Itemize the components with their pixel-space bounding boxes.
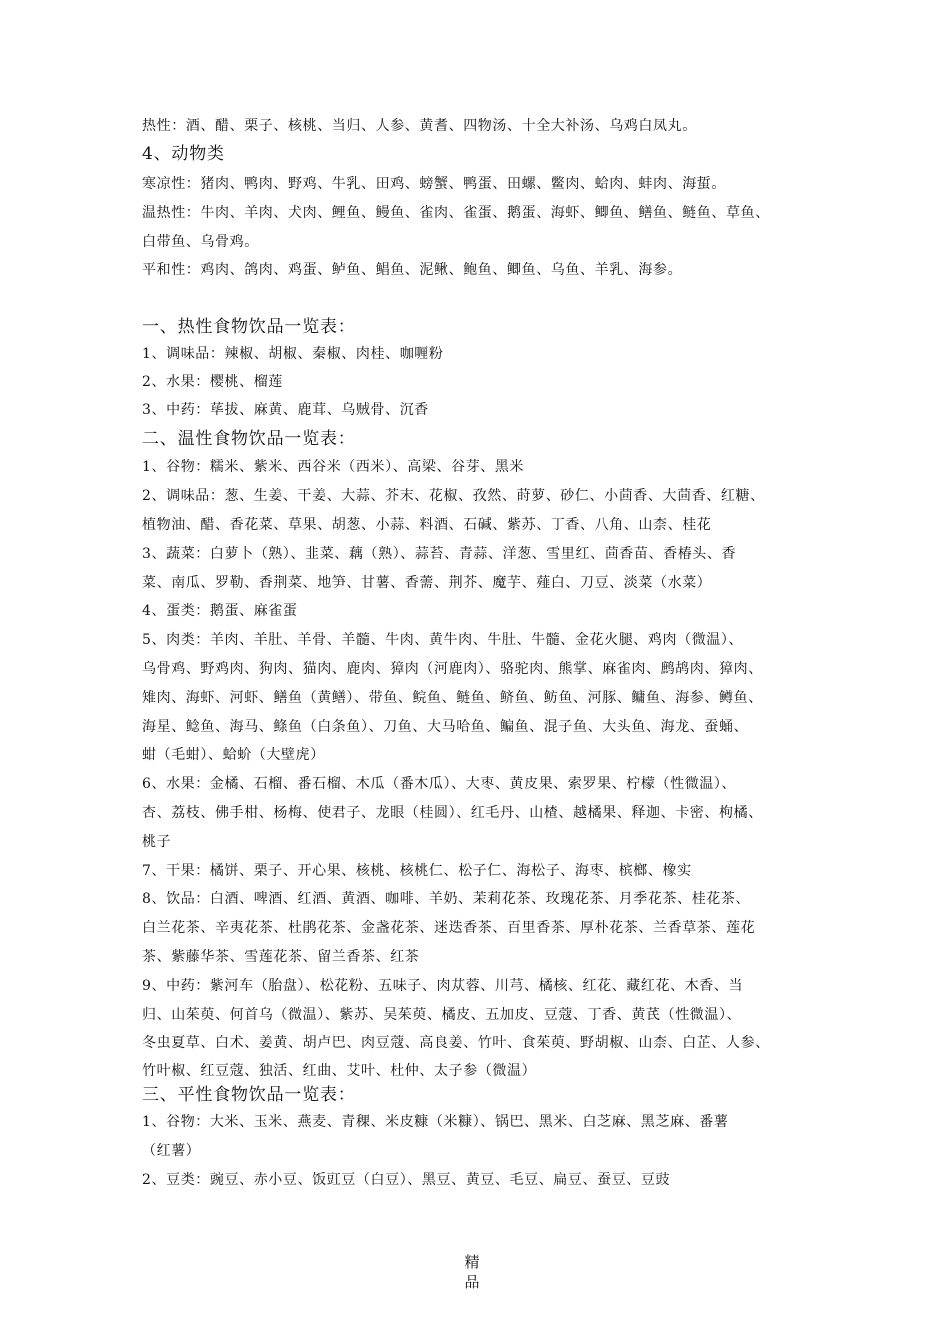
text-line: 2、豆类：豌豆、赤小豆、饭豇豆（白豆）、黑豆、黄豆、毛豆、扁豆、蚕豆、豆豉 xyxy=(142,1172,671,1188)
text-line: 1、谷物：糯米、紫米、西谷米（西米）、高梁、谷芽、黑米 xyxy=(142,459,525,475)
text-line: 茶、紫藤华茶、雪莲花茶、留兰香茶、红茶 xyxy=(142,949,420,965)
text-line: 植物油、醋、香花菜、草果、胡葱、小蒜、料酒、石碱、紫苏、丁香、八角、山柰、桂花 xyxy=(142,517,712,533)
text-line: 9、中药：紫河车（胎盘）、松花粉、五味子、肉苁蓉、川芎、橘核、红花、藏红花、木香、当 xyxy=(142,978,744,994)
text-line: 温热性：牛肉、羊肉、犬肉、鲤鱼、鳗鱼、雀肉、雀蛋、鹅蛋、海虾、鲫鱼、鳝鱼、鲢鱼、草鱼、 xyxy=(142,205,770,221)
section-heading: 4、动物类 xyxy=(142,144,225,164)
text-line: 冬虫夏草、白术、姜黄、胡卢巴、肉豆蔻、高良姜、竹叶、食茱萸、野胡椒、山柰、白芷、人参、 xyxy=(142,1035,770,1051)
text-line: 杏、荔枝、佛手柑、杨梅、使君子、龙眼（桂圆）、红毛丹、山楂、越橘果、释迦、卡密、枸橘、 xyxy=(142,805,763,821)
text-line: 2、水果：樱桃、榴莲 xyxy=(142,374,283,390)
text-line: 6、水果：金橘、石榴、番石榴、木瓜（番木瓜）、大枣、黄皮果、索罗果、柠檬（性微温）、 xyxy=(142,776,737,792)
text-line: 寒凉性：猪肉、鸭肉、野鸡、牛乳、田鸡、螃蟹、鸭蛋、田螺、鳖肉、蛤肉、蚌肉、海蜇。 xyxy=(142,176,726,192)
text-line: 2、调味品：葱、生姜、干姜、大蒜、芥末、花椒、孜然、莳萝、砂仁、小茴香、大茴香、红糖、 xyxy=(142,488,765,504)
text-line: 3、中药：荜拔、麻黄、鹿茸、乌贼骨、沉香 xyxy=(142,402,429,418)
text-line: 5、肉类：羊肉、羊肚、羊骨、羊髓、牛肉、黄牛肉、牛肚、牛髓、金花火腿、鸡肉（微温）、 xyxy=(142,632,744,648)
text-line: 归、山茱萸、何首乌（微温）、紫苏、吴茱萸、橘皮、五加皮、豆蔻、丁香、黄芪（性微温）、 xyxy=(142,1007,742,1023)
section-heading: 三、平性食物饮品一览表： xyxy=(142,1085,356,1105)
text-line: 4、蛋类：鹅蛋、麻雀蛋 xyxy=(142,603,298,619)
text-line: 8、饮品：白酒、啤酒、红酒、黄酒、咖啡、羊奶、茉莉花茶、玫瑰花茶、月季花茶、桂花茶、 xyxy=(142,891,751,907)
section-heading: 一、热性食物饮品一览表： xyxy=(142,317,356,337)
text-line: 蚶（毛蚶）、蛤蚧（大壁虎） xyxy=(142,747,325,763)
text-line: 白带鱼、乌骨鸡。 xyxy=(142,234,259,250)
footer-char: 精 xyxy=(464,1253,480,1271)
text-line: 菜、南瓜、罗勒、香荆菜、地笋、甘薯、香薷、荆芥、魔芋、薤白、刀豆、淡菜（水菜） xyxy=(142,575,712,591)
text-line: 雉肉、海虾、河虾、鳝鱼（黄鳝）、带鱼、鲩鱼、鲢鱼、鲚鱼、鲂鱼、河豚、鳙鱼、海参、鳟鱼、 xyxy=(142,690,763,706)
text-line: 白兰花茶、辛夷花茶、杜鹃花茶、金盏花茶、迷迭香茶、百里香茶、厚朴花茶、兰香草茶、莲花 xyxy=(142,920,756,936)
text-line: 7、干果：橘饼、栗子、开心果、核桃、核桃仁、松子仁、海松子、海枣、槟榔、橡实 xyxy=(142,863,692,879)
text-line: 海星、鲶鱼、海马、鲦鱼（白条鱼）、刀鱼、大马哈鱼、鳊鱼、混子鱼、大头鱼、海龙、蚕蛹、 xyxy=(142,719,749,735)
text-line: 1、调味品：辣椒、胡椒、秦椒、肉桂、咖喱粉 xyxy=(142,346,444,362)
text-line: 平和性：鸡肉、鸽肉、鸡蛋、鲈鱼、鲳鱼、泥鳅、鲍鱼、鲫鱼、乌鱼、羊乳、海参。 xyxy=(142,262,683,278)
text-line: 桃子 xyxy=(142,834,172,850)
text-line: 竹叶椒、红豆蔻、独活、红曲、艾叶、杜仲、太子参（微温） xyxy=(142,1063,537,1079)
text-line: 1、谷物：大米、玉米、燕麦、青稞、米皮糠（米糠）、锅巴、黑米、白芝麻、黑芝麻、番薯 xyxy=(142,1114,729,1130)
text-line: （红薯） xyxy=(142,1143,201,1159)
text-line: 乌骨鸡、野鸡肉、狗肉、猫肉、鹿肉、獐肉（河鹿肉）、骆驼肉、熊掌、麻雀肉、鹧鸪肉、獐肉、 xyxy=(142,661,763,677)
text-line: 热性：酒、醋、栗子、核桃、当归、人参、黄耆、四物汤、十全大补汤、乌鸡白凤丸。 xyxy=(142,118,697,134)
footer-char: 品 xyxy=(464,1273,480,1291)
text-line: 3、蔬菜：白萝卜（熟）、韭菜、藕（熟）、蒜苔、青蒜、洋葱、雪里红、茴香苗、香椿头、香 xyxy=(142,546,737,562)
section-heading: 二、温性食物饮品一览表： xyxy=(142,429,356,449)
